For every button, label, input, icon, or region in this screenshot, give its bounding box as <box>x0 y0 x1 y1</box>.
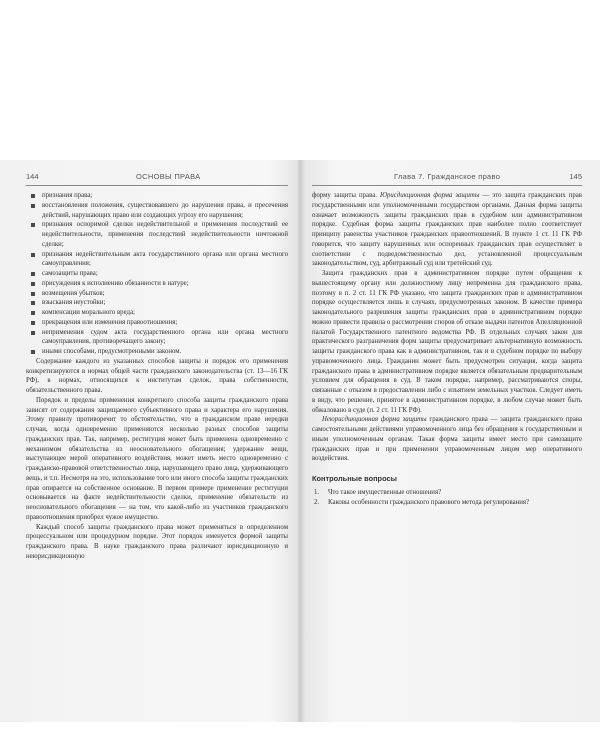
protection-methods-list <box>26 191 288 357</box>
paragraph: форму защиты права. Юрисдикционная форма защиты — это защита гражданских прав государственными или уполномоченными государством органами. Данная форма защиты означает возможность защиты гражданских прав в судебном или административном порядке. Судебная форма защиты гражданских прав наиболее полно соответствует принципу равенства участников гражданских правоотношений. В пункте 1 ст. 11 ГК РФ говорится, что защиту нарушенных или оспоренных гражданских прав осуществляет в соответствии с подведомственностью дел, установленной процессуальным законодательством, суд, арбитражный суд или третейский суд. <box>312 192 582 268</box>
list-item: прекращения или изменения правоотношения; <box>26 318 288 328</box>
italic-term: Неюрисдикционная форма защиты <box>322 416 427 424</box>
square-bullet-icon <box>31 282 35 286</box>
square-bullet-icon <box>31 204 35 208</box>
square-bullet-icon <box>31 311 35 315</box>
square-bullet-icon <box>31 301 35 305</box>
paragraph: Каждый способ защиты гражданского права может применяться в определенном процессуальном или процедурном порядке. Этот порядок именуется формой защиты гражданского права. В науке гражданского права различают юрисдикционную и неюрисдикционную <box>26 523 288 560</box>
list-item: неприменения судом акта государственного органа или органа местного самоуправления, противоречащего закону; <box>26 328 288 348</box>
list-item: признания права; <box>26 191 288 201</box>
right-running-head <box>312 172 582 186</box>
square-bullet-icon <box>31 331 35 335</box>
paragraph: Порядок и пределы применения конкретного способа защиты гражданского права зависят от содержания защищаемого субъективного права и характера его нарушения. Этому правилу противоречит то обстоятельство, что в гражданском праве нередки случаи, когда одновременно применяются несколько разных способов защиты гражданских прав. Так, например, реституция может быть применена одновременно с механизмом обязательства из неосновательного обогащения; удержание вещи, выступающее мерой оперативного воздействия, может иметь место одновременно с гражданско-правовой ответственностью лица, нарушающего право лица, удерживающего вещь, и т.п. Несмотря на это, использование того или иного способа защиты гражданских прав опирается на собственное основание. В первом примере применение реституции основывается на факте недействительности сделки, применение обязательств из неосновательного обогащения — на том, что какой-либо из участников гражданского правоотношения приобрел чужое имущество. <box>26 396 288 521</box>
questions-list <box>312 488 582 508</box>
list-item: признания оспоримой сделки недействительной и применения последствий ее недействительности, применения последствий недействительности ничтожной сделки; <box>26 220 288 249</box>
right-body-text <box>312 191 582 508</box>
list-item: самозащиты права; <box>26 269 288 279</box>
square-bullet-icon <box>31 321 35 325</box>
left-running-title: ОСНОВЫ ПРАВА <box>136 172 201 181</box>
square-bullet-icon <box>31 194 35 198</box>
right-running-title: Глава 7. Гражданское право <box>394 172 501 181</box>
section-title: Контрольные вопросы <box>312 474 397 483</box>
right-page-number: 145 <box>569 172 582 181</box>
paragraph: Неюрисдикционная форма защиты гражданского права — защита гражданского права самостоятельными действиями управомоченного лица без обращения к государственным и иным уполномоченным органам. Такая форма защиты имеет место при самозащите гражданских прав и при применении управомоченным лицом мер оперативного воздействия. <box>312 416 582 463</box>
left-running-head <box>26 172 288 186</box>
square-bullet-icon <box>31 350 35 354</box>
list-item: взыскания неустойки; <box>26 298 288 308</box>
right-page <box>312 160 582 722</box>
list-item: компенсации морального вреда; <box>26 308 288 318</box>
list-item: возмещения убытков; <box>26 289 288 299</box>
square-bullet-icon <box>31 292 35 296</box>
list-item: иными способами, предусмотренными законом. <box>26 347 288 357</box>
italic-term: Юрисдикционная форма защиты <box>379 192 480 199</box>
square-bullet-icon <box>31 253 35 257</box>
square-bullet-icon <box>31 272 35 276</box>
left-body-text <box>26 191 288 562</box>
left-page-number: 144 <box>26 172 39 181</box>
list-item: 2. Каковы особенности гражданского правового метода регулирования? <box>314 498 530 506</box>
list-item: присуждения к исполнению обязанности в натуре; <box>26 279 288 289</box>
list-item: 1. Что такое имущественные отношения? <box>314 489 442 496</box>
book-spread <box>0 160 600 722</box>
paragraph: Защита гражданских прав в административном порядке путем обращения к вышестоящему органу или должностному лицу непременна для гражданского права, поэтому в п. 2 ст. 11 ГК РФ указано, что защита гражданских прав в административном порядке осуществляется лишь в случаях, предусмотренных законом. В качестве примера законодательного разрешения защиты гражданских прав в административном порядке можно привести правила о рассмотрении споров об отказе выдачи патентов Апелляционной палатой Государственного патентного ведомства РФ. В отдельных случаях закон для практического разграничения форм защиты предусматривает альтернативную возможность защиты гражданского права как в административном, так и в судебном порядке по выбору управомоченного лица. Гражданин может быть предусмотрен ситуация, когда защита гражданского права в административном порядке является обязательным предварительным условием для обращения в суд. В таком порядке, например, рассматриваются споры, связанные с отказом в предоставлении либо с изъятием земельных участков. Следует иметь в виду, что решение, принятое в административном порядке, в любом случае может быть обжаловано в суде (п. 2 ст. 11 ГК РФ). <box>312 270 582 414</box>
square-bullet-icon <box>31 223 35 227</box>
list-item: признания недействительным акта государственного органа или органа местного самоуправления; <box>26 250 288 270</box>
paragraph: Содержание каждого из указанных способов защиты и порядок его применения конкретизируются в нормах общей части гражданского законодательства (ст. 13—16 ГК РФ), в нормах, относящихся к институтам сделок, права собственности, обязательственного права. <box>26 357 288 394</box>
left-page <box>26 160 288 722</box>
list-item: восстановления положения, существовавшего до нарушения права, и пресечения действий, нарушающих право или создающих угрозу его нарушения; <box>26 201 288 221</box>
